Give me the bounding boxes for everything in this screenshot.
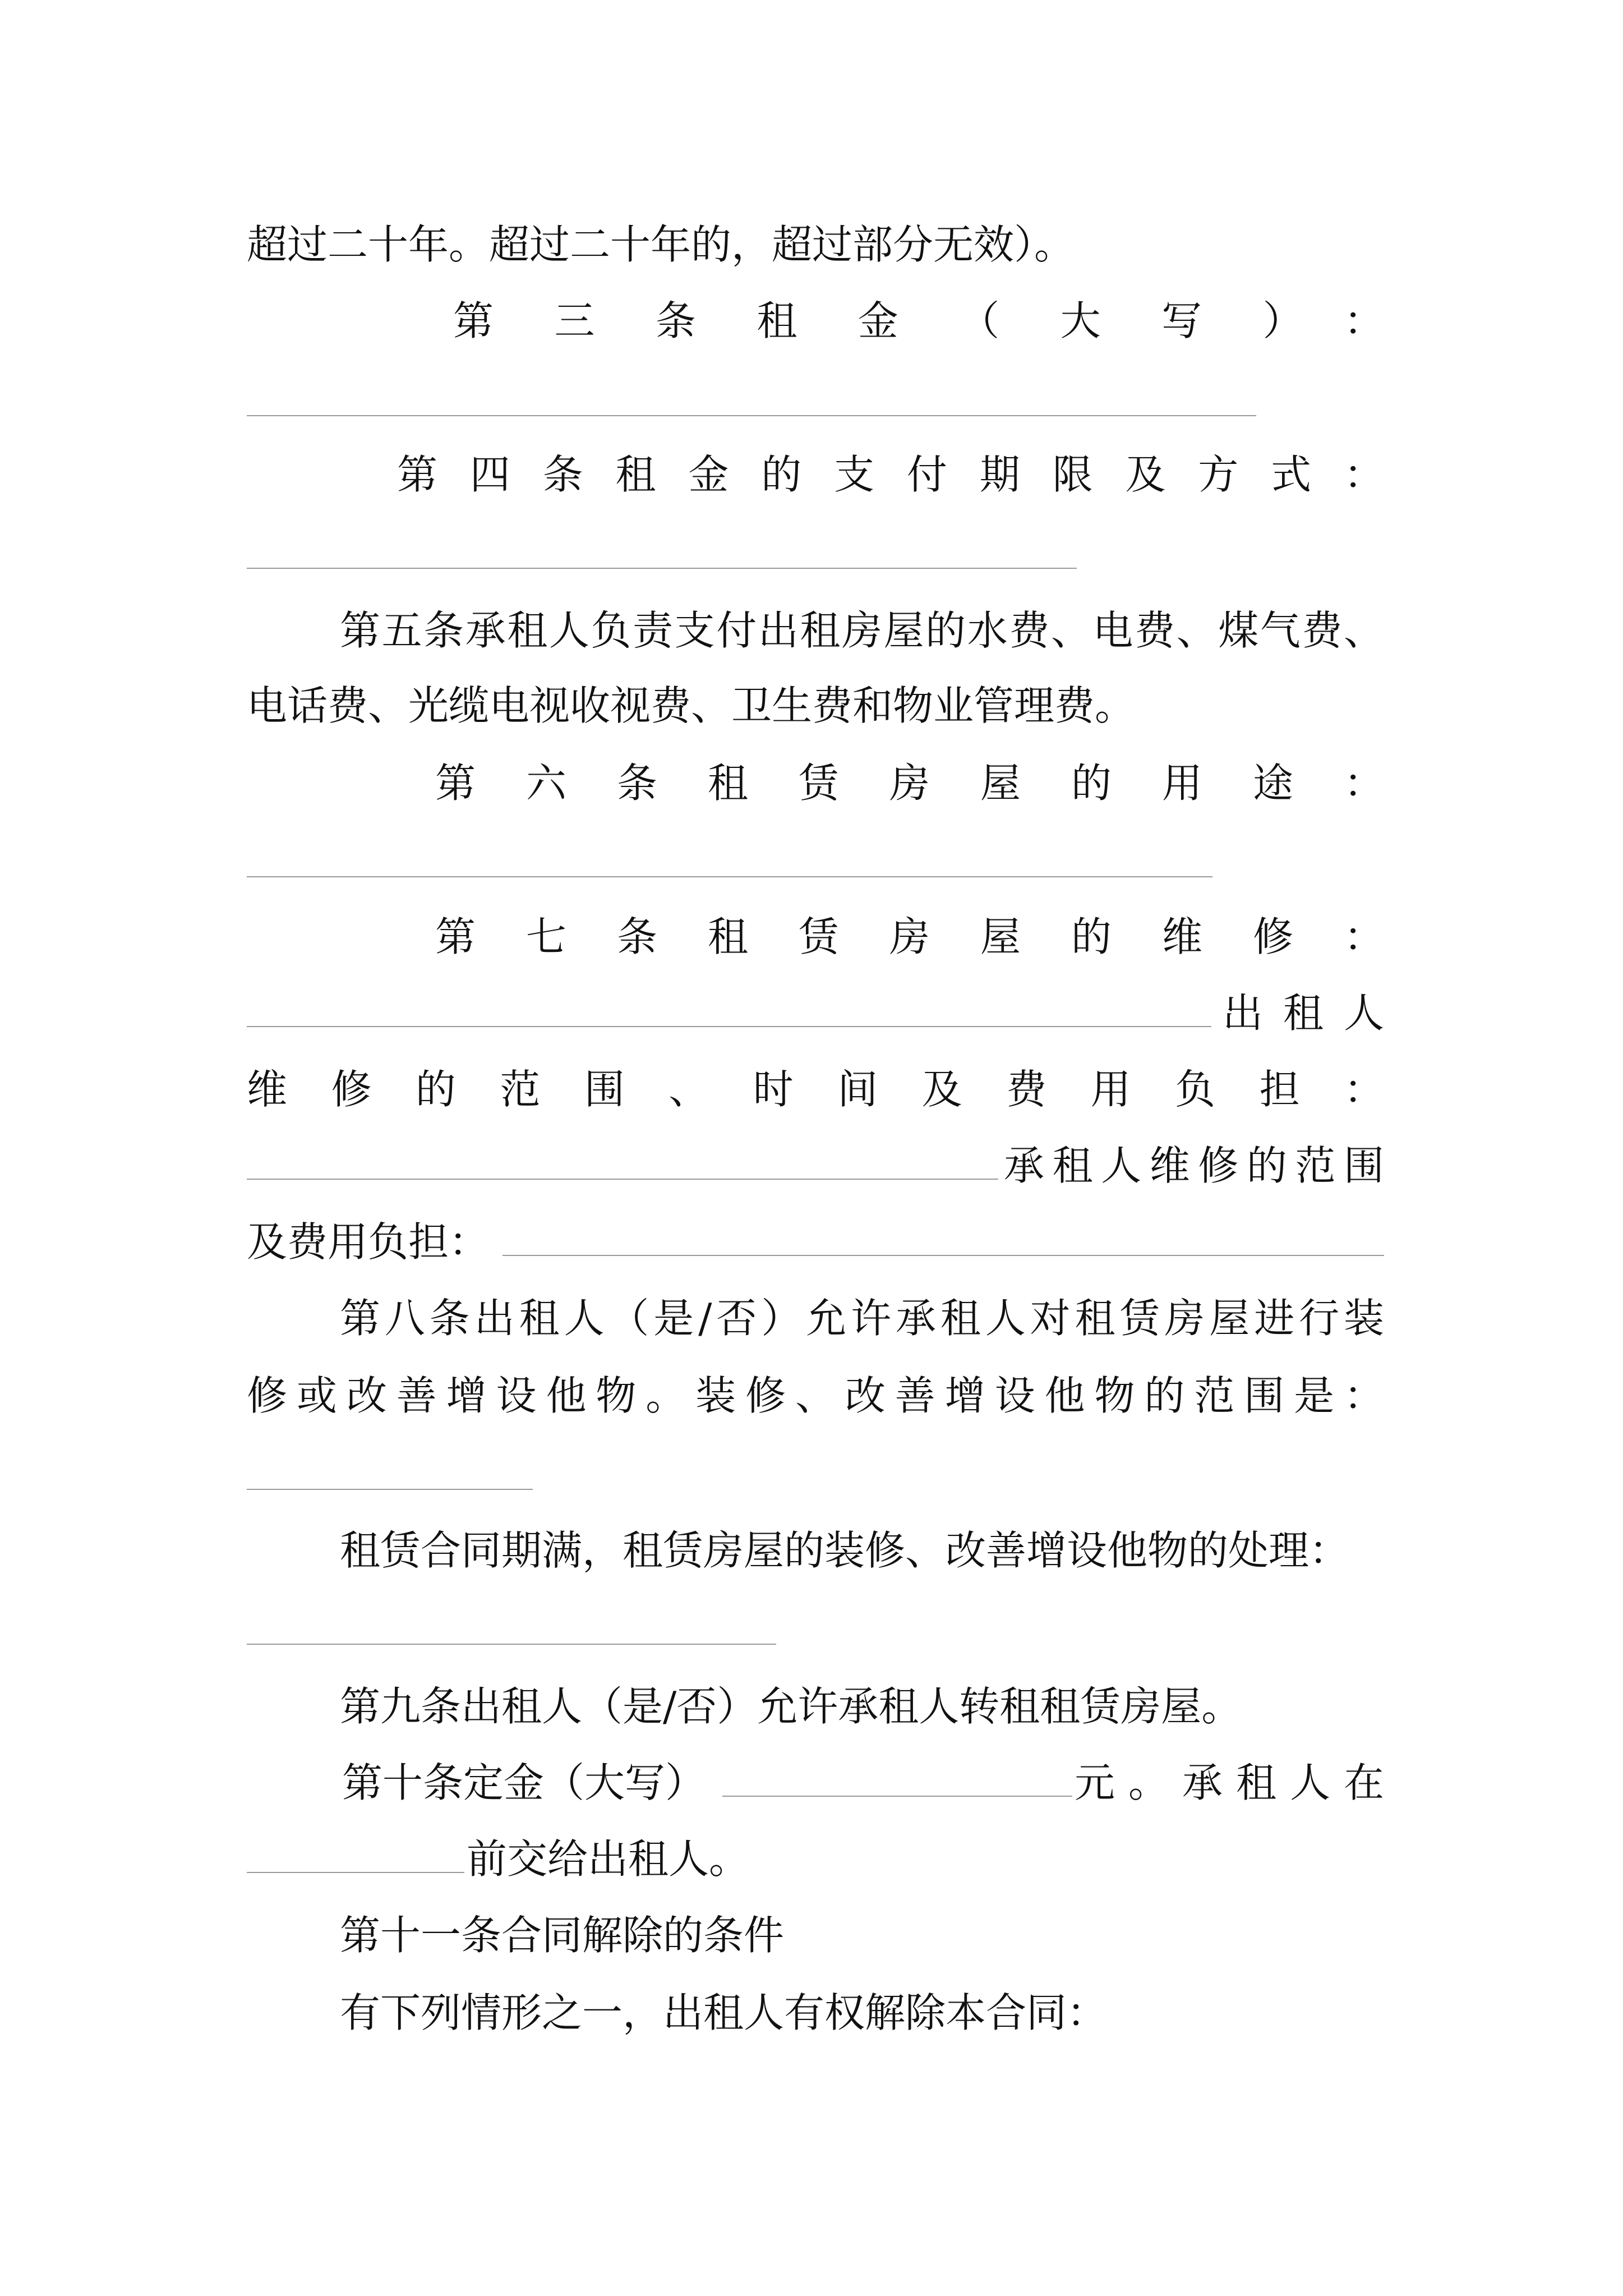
article-8-line-2: 修或改善增设他物。装修、改善增设他物的范围是： xyxy=(247,1372,1384,1419)
tenant-maintenance-blank xyxy=(502,1221,1384,1256)
payment-terms-blank xyxy=(247,568,1077,569)
usage-blank xyxy=(247,876,1212,877)
renovation-scope-blank xyxy=(247,1489,533,1490)
text-line: 超过二十年。超过二十年的，超过部分无效）。 xyxy=(247,221,1075,268)
deposit-date-blank xyxy=(247,1838,464,1873)
rent-amount-blank xyxy=(247,415,1256,416)
article-11-heading: 第十一条合同解除的条件 xyxy=(340,1912,785,1959)
article-11-line-1: 有下列情形之一，出租人有权解除本合同： xyxy=(340,1989,1108,2036)
text-segment: 元。承租人在 xyxy=(1075,1759,1384,1806)
article-3-heading: 第三条租金（大写）： xyxy=(453,297,1384,344)
article-7-line-2 xyxy=(247,986,1384,1040)
text-segment: 前交给出租人。 xyxy=(467,1835,750,1883)
renovation-handling-blank xyxy=(247,1644,776,1645)
article-10-line-1 xyxy=(342,1756,1384,1810)
article-10-line-2 xyxy=(247,1832,1384,1886)
text-segment: 承租人维修的范围 xyxy=(1004,1142,1384,1189)
text-segment: 出租人 xyxy=(1223,990,1384,1037)
article-7-heading: 第七条租赁房屋的维修： xyxy=(435,913,1384,960)
article-7-line-3: 维修的范围、时间及费用负担： xyxy=(247,1066,1384,1113)
article-6-heading: 第六条租赁房屋的用途： xyxy=(435,760,1384,807)
text-segment: 第十条定金（大写） xyxy=(342,1759,706,1806)
article-9: 第九条出租人（是/否）允许承租人转租租赁房屋。 xyxy=(340,1683,1242,1730)
maintenance-blank xyxy=(247,992,1211,1027)
article-7-line-5 xyxy=(247,1215,1384,1269)
landlord-maintenance-blank xyxy=(247,1145,998,1180)
article-7-line-4 xyxy=(247,1139,1384,1193)
article-5-line-1: 第五条承租人负责支付出租房屋的水费、电费、煤气费、 xyxy=(340,607,1384,654)
article-8-line-1: 第八条出租人（是/否）允许承租人对租赁房屋进行装 xyxy=(340,1295,1384,1342)
article-5-line-2: 电话费、光缆电视收视费、卫生费和物业管理费。 xyxy=(247,682,1136,729)
article-8-line-3: 租赁合同期满，租赁房屋的装修、改善增设他物的处理： xyxy=(340,1527,1350,1574)
article-4-heading: 第四条租金的支付期限及方式： xyxy=(397,451,1384,498)
text-segment: 及费用负担： xyxy=(247,1218,490,1266)
deposit-amount-blank xyxy=(722,1762,1072,1797)
